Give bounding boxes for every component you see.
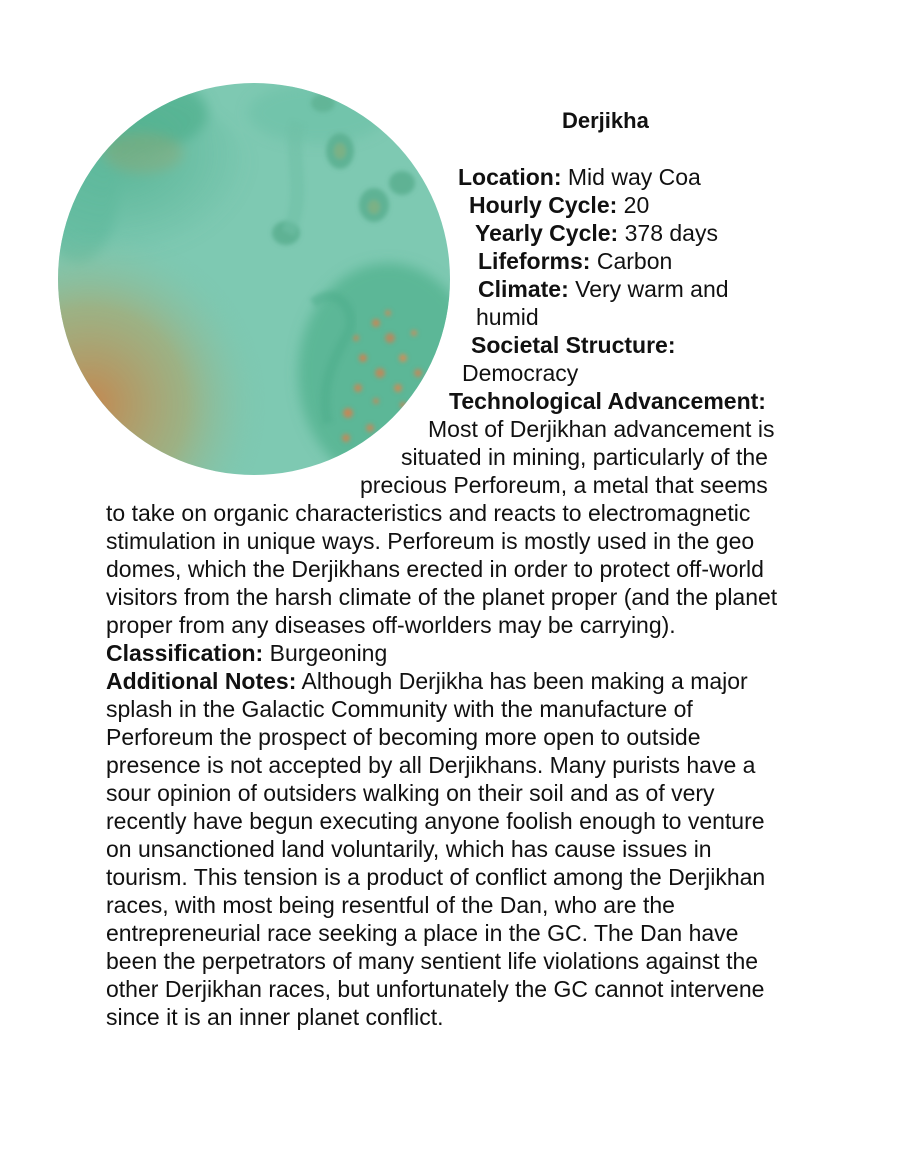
notes-line: races, with most being resentful of the Dan, who are the bbox=[106, 892, 675, 918]
notes-first-line bbox=[106, 667, 748, 695]
notes-line: splash in the Galactic Community with the manufacture of bbox=[106, 696, 693, 722]
yearly-cycle-line bbox=[475, 219, 718, 247]
lifeforms-value: Carbon bbox=[596, 248, 673, 274]
tech-line: visitors from the harsh climate of the planet proper (and the planet bbox=[106, 584, 778, 610]
tech-line: to take on organic characteristics and reacts to electromagnetic bbox=[106, 500, 751, 526]
societal-structure-label: Societal Structure: bbox=[471, 332, 676, 358]
notes-line: sour opinion of outsiders walking on their soil and as of very bbox=[106, 780, 715, 806]
tech-line: stimulation in unique ways. Perforeum is mostly used in the geo bbox=[106, 528, 755, 554]
climate-line bbox=[478, 275, 729, 303]
climate-value: Very warm and bbox=[575, 276, 729, 302]
societal-structure-value: Democracy bbox=[462, 360, 579, 386]
classification-label: Classification: bbox=[106, 640, 264, 666]
hourly-cycle-line bbox=[469, 191, 649, 219]
climate-label: Climate: bbox=[478, 276, 569, 302]
notes-line: presence is not accepted by all Derjikhans. Many purists have a bbox=[106, 752, 756, 778]
climate-value-continued: humid bbox=[476, 304, 539, 330]
notes-line: on unsanctioned land voluntarily, which has cause issues in bbox=[106, 836, 712, 862]
tech-line: situated in mining, particularly of the bbox=[401, 444, 768, 470]
lifeforms-label: Lifeforms: bbox=[478, 248, 591, 274]
yearly-cycle-label: Yearly Cycle: bbox=[475, 220, 619, 246]
location-line bbox=[458, 163, 701, 191]
planet-title: Derjikha bbox=[562, 108, 649, 133]
tech-line: Most of Derjikhan advancement is bbox=[428, 416, 775, 442]
planet-illustration bbox=[58, 83, 450, 475]
notes-line: other Derjikhan races, but unfortunately the GC cannot intervene bbox=[106, 976, 765, 1002]
tech-line: proper from any diseases off-worlders may be carrying). bbox=[106, 612, 676, 638]
yearly-cycle-value: 378 days bbox=[624, 220, 718, 246]
notes-line: Perforeum the prospect of becoming more open to outside bbox=[106, 724, 701, 750]
tech-advancement-label: Technological Advancement: bbox=[449, 388, 766, 414]
notes-line: been the perpetrators of many sentient life violations against the bbox=[106, 948, 759, 974]
notes-line: tourism. This tension is a product of conflict among the Derjikhan bbox=[106, 864, 766, 890]
hourly-cycle-label: Hourly Cycle: bbox=[469, 192, 618, 218]
classification-value: Burgeoning bbox=[269, 640, 388, 666]
hourly-cycle-value: 20 bbox=[623, 192, 650, 218]
notes-line: entrepreneurial race seeking a place in the GC. The Dan have bbox=[106, 920, 739, 946]
notes-first-text: Although Derjikha has been making a major bbox=[301, 668, 748, 694]
tech-line: domes, which the Derjikhans erected in order to protect off-world bbox=[106, 556, 764, 582]
notes-line: since it is an inner planet conflict. bbox=[106, 1004, 444, 1030]
notes-line: recently have begun executing anyone foolish enough to venture bbox=[106, 808, 765, 834]
tech-line: precious Perforeum, a metal that seems bbox=[360, 472, 768, 498]
location-label: Location: bbox=[458, 164, 562, 190]
location-value: Mid way Coa bbox=[567, 164, 701, 190]
classification-line bbox=[106, 639, 387, 667]
lifeforms-line bbox=[478, 247, 672, 275]
notes-label: Additional Notes: bbox=[106, 668, 297, 694]
